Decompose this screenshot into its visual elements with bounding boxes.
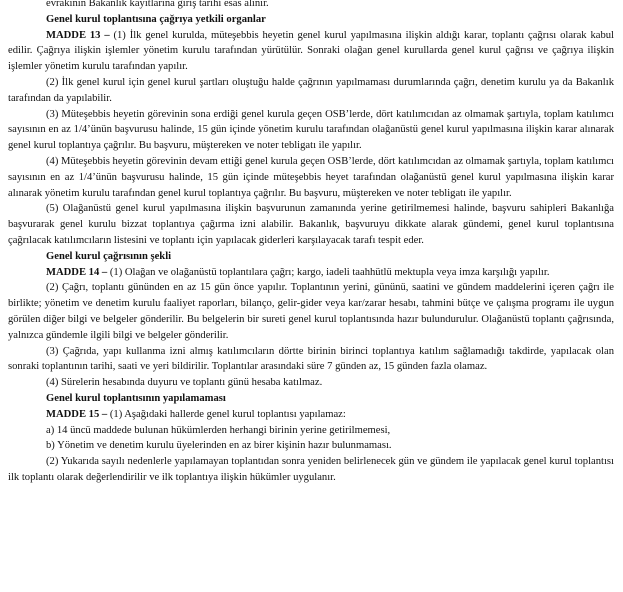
madde-14-paragraph-3: (3) Çağrıda, yapı kullanma izni almış katılımcıların dörtte birinin birinci toplantıya katılım sağlamadığı takdirde, yapılacak olan sonraki toplantının tarihi, saati ve yeri bildirilir. Toplantılar arasındaki süre 7 günden az, 15 günden fazla olamaz. <box>8 345 614 373</box>
madde-14-paragraph-4: (4) Sürelerin hesabında duyuru ve toplantı günü hesaba katılmaz. <box>46 377 323 389</box>
madde-15-p1-text: (1) Aşağıdaki hallerde genel kurul toplantısı yapılamaz: <box>107 408 346 420</box>
madde-14-p1-text: (1) Olağan ve olağanüstü toplantılara çağrı; kargo, iadeli taahhütlü mektupla veya imza karşılığı yapılır. <box>107 266 550 278</box>
madde-14-label: MADDE 14 – <box>46 266 108 278</box>
madde-13-p1-text: (1) İlk genel kurulda, müteşebbis heyetin genel kurul yapılmasına ilişkin aldığı karar, toplantı çağrısı olarak kabul edilir. Çağrıya ilişkin işlemler yönetim kurulu tarafından yürütülür. Sonraki olağan genel kurullarda genel kurul çağrısı ve çağrıya ilişkin işlemler yönetim kurulu tarafından yapılır. <box>8 29 614 73</box>
madde-13-label: MADDE 13 – <box>46 29 110 41</box>
madde-15-item-a: a) 14 üncü maddede bulunan hükümlerden herhangi birinin yerine getirilmemesi, <box>46 424 391 436</box>
madde-15-label: MADDE 15 – <box>46 408 108 420</box>
madde-15-paragraph-1 <box>8 407 614 423</box>
madde-13-paragraph-2: (2) İlk genel kurul için genel kurul şartları oluştuğu halde çağrının yapılmaması durumlarında çağrı, denetim kurulu ya da Bakanlık tarafından da yapılabilir. <box>8 76 614 104</box>
section-heading-13: Genel kurul toplantısına çağrıya yetkili organlar <box>46 13 266 25</box>
section-heading-15: Genel kurul toplantısının yapılamaması <box>46 392 226 404</box>
madde-14-paragraph-1 <box>8 265 614 281</box>
madde-13-paragraph-5: (5) Olağanüstü genel kurul yapılmasına ilişkin başvurunun zamanında yerine getirilmemesi halinde, başvuru sahipleri Bakanlığa başvurarak genel kurulu bizzat toplantıya çağırma izni alabilir. Bakanlık, başvuruyu dikkate alarak gündemi, genel kurul toplantısına çağrılacak katılımcıların listesini ve toplantı için yapılacak giderleri karşılayacak tarafı tespit eder. <box>8 203 614 246</box>
madde-14-paragraph-2: (2) Çağrı, toplantı gününden en az 15 gün önce yapılır. Toplantının yerini, gününü, saatini ve gündem maddelerini içeren çağrı ile birlikte; yönetim ve denetim kurulu faaliyet raporları, bilanço, gelir-gider veya kar/zarar hesabı, tahmini bütçe ve çalışma programı ile uygun görülen diğer bilgi ve belgeler gönderilir. Bu belgelerin bir sureti genel kurul toplantısında hazır bulundurulur. Olağanüstü toplantı çağrısında, yalnızca gündemle ilgili bilgi ve belgeler gönderilir. <box>8 282 614 341</box>
madde-13-paragraph-1 <box>8 28 614 75</box>
section-heading-14: Genel kurul çağrısının şekli <box>46 250 172 262</box>
madde-13-paragraph-4: (4) Müteşebbis heyetin görevinin devam ettiği genel kurula geçen OSB’lerde, dört katılımcıdan az olmamak şartıyla, toplam katılımcı sayısının en az 1/4’ünün başvurusu halinde, 15 gün içinde müteşebbis heyet tarafından olağanüstü genel kurul yapılmasına ilişkin karar alınarak yönetim kurulu tarafından genel kurul toplantıya çağrılır. Bu başvuru, müştereken ve noter tebligatı ile yapılır. <box>8 155 614 199</box>
madde-13-paragraph-3: (3) Müteşebbis heyetin görevinin sona erdiği genel kurula geçen OSB’lerde, dört katılımcıdan az olmamak şartıyla, toplam katılımcı sayısının en az 1/4’ünün başvurusu halinde, 15 gün içinde yönetim kurulu tarafından olağanüstü genel kurul yapılmasına ilişkin karar alınarak genel kurul toplantıya çağrılır. Bu başvuru, müştereken ve noter tebligatı ile yapılır. <box>8 108 614 152</box>
madde-15-paragraph-2: (2) Yukarıda sayılı nedenlerle yapılamayan toplantıdan sonra yeniden belirlenecek gün ve gündem ile yapılacak genel kurul toplantısı ilk toplantı olarak değerlendirilir ve ilk toplantıya ilişkin hükümler uygulanır. <box>8 456 614 483</box>
madde-15-item-b: b) Yönetim ve denetim kurulu üyelerinden en az birer kişinin hazır bulunmaması. <box>46 440 392 452</box>
intro-line: evrakının Bakanlık kayıtlarına giriş tarihi esas alınır. <box>46 0 269 9</box>
